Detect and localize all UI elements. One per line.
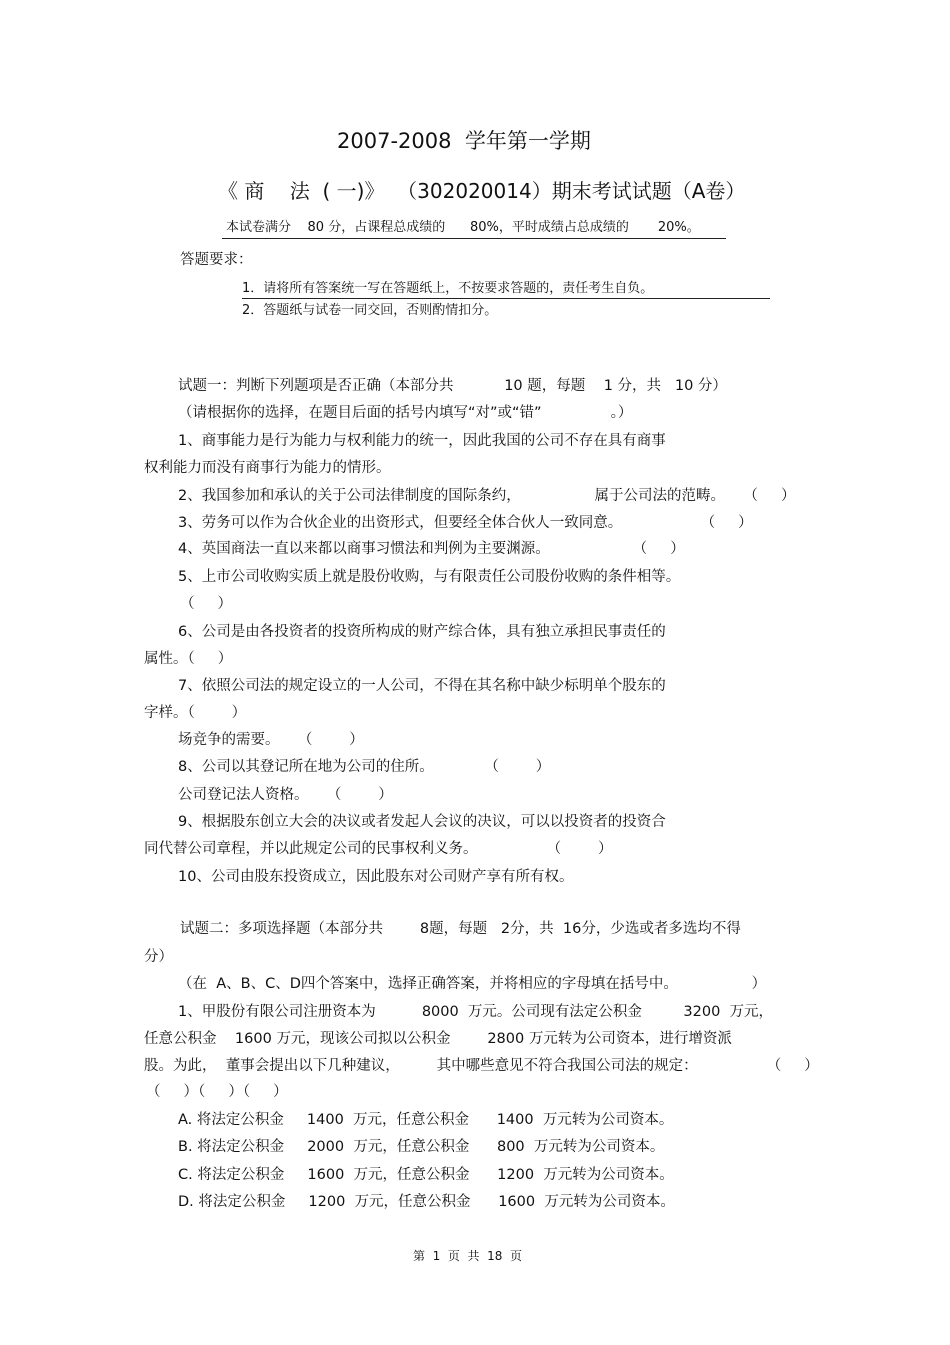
question-line: 7、依照公司法的规定设立的一人公司，不得在其名称中缺少标明单个股东的	[178, 678, 666, 694]
section2-note: （在 A、B、C、D四个答案中，选择正确答案，并将相应的字母填在括号中。 ）	[178, 976, 767, 992]
question-line: 6、公司是由各投资者的投资所构成的财产综合体，具有独立承担民事责任的	[178, 624, 666, 640]
exam-title: 《 商 法 ( 一)》 （302020014）期末考试试题（A卷）	[218, 179, 746, 203]
question-line: 任意公积金 1600 万元，现该公司拟以公积金 2800 万元转为公司资本，进行增资派	[144, 1031, 732, 1047]
question-line: 3、劳务可以作为合伙企业的出资形式，但要经全体合伙人一致同意。 （ ）	[178, 515, 753, 531]
question-line: 2、我国参加和承认的关于公司法律制度的国际条约， 属于公司法的范畴。 （ ）	[178, 488, 796, 504]
option-a: A. 将法定公积金 1400 万元，任意公积金 1400 万元转为公司资本。	[178, 1112, 674, 1128]
question-line: 股。为此， 董事会提出以下几种建议， 其中哪些意见不符合我国公司法的规定： （ ）	[144, 1058, 819, 1074]
question-line: 公司登记法人资格。 （ ）	[178, 787, 393, 803]
section1-title: 试题一：判断下列题项是否正确（本部分共 10 题，每题 1 分，共 10 分）	[178, 378, 727, 394]
page-number: 第 1 页 共 18 页	[413, 1249, 523, 1263]
score-note: 本试卷满分 80 分，占课程总成绩的 80%，平时成绩占总成绩的 20%。	[226, 220, 700, 235]
instruction-underline	[242, 298, 770, 299]
option-b: B. 将法定公积金 2000 万元，任意公积金 800 万元转为公司资本。	[178, 1139, 665, 1155]
exam-term: 2007-2008 学年第一学期	[337, 129, 591, 153]
option-d: D. 将法定公积金 1200 万元，任意公积金 1600 万元转为公司资本。	[178, 1194, 675, 1210]
question-line: 8、公司以其登记所在地为公司的住所。 （ ）	[178, 759, 551, 775]
section2-title: 试题二：多项选择题（本部分共 8题，每题 2分，共 16分，少选或者多选均不得	[180, 921, 741, 937]
question-line: 场竞争的需要。 （ ）	[178, 732, 364, 748]
question-line: 1、甲股份有限公司注册资本为 8000 万元。公司现有法定公积金 3200 万元，	[178, 1004, 774, 1020]
section2-title-cont: 分）	[144, 949, 173, 965]
question-line: 字样。（ ）	[144, 705, 247, 721]
question-line: 属性。（ ）	[144, 651, 233, 667]
question-line: （ ）（ ）（ ）	[146, 1084, 288, 1100]
option-c: C. 将法定公积金 1600 万元，任意公积金 1200 万元转为公司资本。	[178, 1167, 674, 1183]
question-line: 同代替公司章程，并以此规定公司的民事权利义务。 （ ）	[144, 841, 613, 857]
instructions-heading: 答题要求：	[180, 252, 253, 268]
instruction-item: 2．答题纸与试卷一同交回，否则酌情扣分。	[242, 303, 498, 318]
question-line: 9、根据股东创立大会的决议或者发起人会议的决议，可以以投资者的投资合	[178, 814, 666, 830]
question-line: 4、英国商法一直以来都以商事习惯法和判例为主要渊源。 （ ）	[178, 541, 685, 557]
question-line: 10、公司由股东投资成立，因此股东对公司财产享有所有权。	[178, 869, 574, 885]
section1-note: （请根据你的选择，在题目后面的括号内填写“对”或“错” 。）	[178, 405, 633, 421]
question-line: （ ）	[180, 596, 233, 612]
question-line: 5、上市公司收购实质上就是股份收购，与有限责任公司股份收购的条件相等。	[178, 569, 681, 585]
question-line: 1、商事能力是行为能力与权利能力的统一，因此我国的公司不存在具有商事	[178, 433, 666, 449]
question-line: 权利能力而没有商事行为能力的情形。	[144, 460, 391, 476]
instruction-item: 1．请将所有答案统一写在答题纸上，不按要求答题的，责任考生自负。	[242, 281, 654, 296]
score-note-underline	[222, 238, 726, 239]
